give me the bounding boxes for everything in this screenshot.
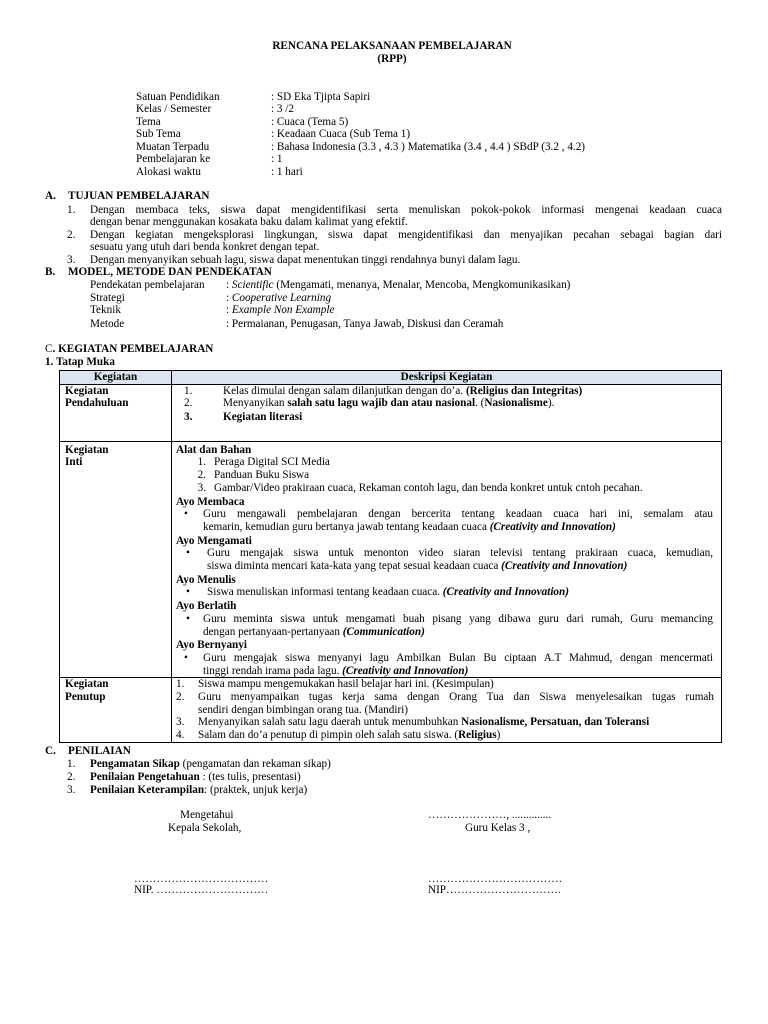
table-row (60, 441, 722, 678)
method-label: Metode (90, 318, 125, 330)
method-italic: Scientific (231, 279, 274, 291)
identity-label: Kelas / Semester (136, 103, 212, 115)
list-item: 2. Menyanyikan salah satu lagu wajib dan atau nasional. (Nasionalisme). (184, 397, 555, 410)
colon: : (226, 279, 230, 291)
list-item-number: 1. (67, 758, 76, 770)
list-item-number: 2. (67, 229, 76, 241)
list-item-cont: sesuatu yang utuh dari benda konkret dengan tepat. (90, 241, 320, 253)
signature-left-dots: ……………………………… (134, 873, 269, 885)
list-item: 1. Kelas dimulai dengan salam dilanjutkan dengan do’a. (Religius dan Integritas) (184, 384, 583, 397)
identity-label: Muatan Terpadu (136, 141, 210, 153)
list-item: Penilaian Pengetahuan : (tes tulis, presentasi) (90, 771, 301, 783)
identity-value: : Bahasa Indonesia (3.3 , 4.3 ) Matematika (3.4 , 4.4 ) SBdP (3.2 , 4.2) (271, 141, 586, 153)
bullet-item: • Siswa menuliskan informasi tentang keadaan cuaca. (Creativity and Innovation) (186, 586, 569, 599)
section-penilaian-heading: PENILAIAN (68, 745, 131, 757)
identity-value: : 1 (271, 153, 283, 165)
list-item-number: 3. (67, 254, 76, 266)
bullet: • (184, 508, 188, 521)
bullet-item-cont: kemarin, kemudian guru bertanya jawab tentang keadaan cuaca (Creativity and Innovation) (203, 520, 616, 533)
identity-label: Sub Tema (136, 128, 181, 140)
list-item: Pengamatan Sikap (pengamatan dan rekaman sikap) (90, 758, 331, 770)
block-heading: Ayo Bernyanyi (176, 639, 247, 652)
signature-left-line2: Kepala Sekolah, (168, 822, 242, 834)
list-item: 4. Salam dan do’a penutup di pimpin oleh salah satu siswa. (Religius) (176, 729, 501, 742)
block-heading: Ayo Mengamati (176, 534, 252, 547)
table-header-row (60, 371, 722, 385)
list-item-number: 1. (67, 204, 76, 216)
row-description (172, 384, 722, 441)
row-description (172, 441, 722, 678)
bullet: • (186, 547, 190, 560)
row-description (172, 678, 722, 743)
section-a-letter: A. (45, 190, 56, 202)
table-row (60, 678, 722, 743)
row-label: Kegiatan Inti (60, 441, 172, 678)
colon: : (226, 304, 230, 316)
method-rest: Permaianan, Penugasan, Tanya Jawab, Diskusi dan Ceramah (231, 318, 504, 330)
signature-right-nip: NIP…………………………. (428, 884, 561, 896)
bullet-item-cont: siswa diminta mencari kata-kata yang tepat sesuai keadaan cuaca (Creativity and Innovation) (207, 560, 628, 573)
method-rest: (Mengamati, menanya, Menalar, Mencoba, Mengkomunikasikan) (273, 279, 571, 291)
identity-label: Alokasi waktu (136, 166, 201, 178)
colon: : (226, 318, 230, 330)
list-item-cont: dengan benar menggunakan kosakata baku dalam kalimat yang efektif. (90, 216, 408, 228)
bullet: • (186, 612, 190, 625)
list-item: 3. Kegiatan literasi (184, 411, 303, 424)
list-item: Dengan menyanyikan sebuah lagu, siswa dapat menentukan tinggi rendahnya bunyi dalam lagu. (90, 254, 521, 266)
identity-value: : 1 hari (271, 166, 303, 178)
list-item: 3. Gambar/Video prakiraan cuaca, Rekaman contoh lagu, dan benda konkret untuk cntoh pecahan. (197, 481, 643, 494)
identity-value: : Keadaan Cuaca (Sub Tema 1) (271, 128, 411, 140)
block-heading: Ayo Berlatih (176, 600, 237, 613)
list-item: 2. Panduan Buku Siswa (197, 469, 310, 482)
section-c-heading (45, 343, 213, 356)
block-heading: Ayo Menulis (176, 573, 236, 586)
table-header-kegiatan: Kegiatan (60, 371, 172, 385)
block-heading: Ayo Membaca (176, 495, 245, 508)
list-item: 2. Guru menyampaikan tugas kerja sama dengan Orang Tua dan Siswa menyelesaikan tugas rumah (176, 691, 714, 704)
section-c-letter: C (45, 343, 53, 355)
method-italic: Example Non Example (231, 304, 335, 316)
page-title: RENCANA PELAKSANAAN PEMBELAJARAN (272, 40, 512, 52)
section-penilaian-letter: C. (45, 745, 56, 757)
method-value (226, 304, 334, 317)
method-italic: Cooperative Learning (231, 292, 332, 304)
activity-table (59, 370, 722, 743)
list-item: Penilaian Keterampilan: (praktek, unjuk kerja) (90, 784, 308, 796)
signature-left-nip: NIP. ………………………… (134, 884, 269, 896)
page-subtitle: (RPP) (377, 53, 407, 65)
method-label: Teknik (90, 304, 121, 316)
identity-label: Satuan Pendidikan (136, 91, 220, 103)
list-item-cont: sendiri dengan bimbingan orang tua. (Mandiri) (198, 703, 409, 716)
identity-value: : 3 /2 (271, 103, 294, 115)
identity-value: : Cuaca (Tema 5) (271, 116, 349, 128)
signature-left-line1: Mengetahui (180, 809, 234, 821)
bullet-item: • Guru mengawali pembelajaran dengan bercerita tentang keadaan cuaca hari ini, semalam atau (184, 508, 713, 521)
bullet-item: • Guru mengajak siswa untuk menonton video siaran televisi tentang prakiraan cuaca, kemudian, (186, 547, 713, 560)
bullet-item-cont: dengan pertanyaan-pertanyaan (Communication) (203, 625, 425, 638)
list-item: Dengan membaca teks, siswa dapat mengidentifikasi serta menuliskan pokok-pokok informasi mengenai keadaan cuaca (90, 204, 722, 216)
identity-label: Pembelajaran ke (136, 153, 211, 165)
section-b-letter: B. (45, 266, 56, 278)
identity-value: : SD Eka Tjipta Sapiri (271, 91, 371, 103)
section-a-heading: TUJUAN PEMBELAJARAN (68, 190, 210, 202)
bullet-item: • Guru meminta siswa untuk mengamati buah pisang yang dibawa guru dari rumah, Guru memancing (186, 612, 713, 625)
method-value (226, 318, 503, 331)
colon: : (226, 292, 230, 304)
identity-label: Tema (136, 116, 161, 128)
bullet: • (184, 651, 188, 664)
list-item-number: 3. (67, 784, 76, 796)
section-b-heading: MODEL, METODE DAN PENDEKATAN (68, 266, 272, 278)
method-label: Strategi (90, 292, 125, 304)
table-header-deskripsi: Deskripsi Kegiatan (172, 371, 722, 385)
list-item: 3. Menyanyikan salah satu lagu daerah untuk menumbuhkan Nasionalisme, Persatuan, dan Toleransi (176, 716, 650, 729)
bullet-item-cont: tinggi rendah irama pada lagu. (Creativity and Innovation) (203, 664, 469, 677)
bullet: • (186, 586, 190, 599)
signature-right-dots: ……………………………… (428, 873, 563, 885)
signature-right-line1: …………………, .............. (428, 809, 552, 821)
section-c-title: . KEGIATAN PEMBELAJARAN (52, 343, 214, 355)
signature-right-line2: Guru Kelas 3 , (465, 822, 531, 834)
list-item-number: 2. (67, 771, 76, 783)
method-value (226, 279, 570, 292)
method-label: Pendekatan pembelajaran (90, 279, 205, 291)
row-label: Kegiatan Penutup (60, 678, 172, 743)
alat-heading: Alat dan Bahan (176, 443, 252, 456)
table-row (60, 384, 722, 441)
list-item: 1. Peraga Digital SCI Media (197, 456, 330, 469)
list-item: Dengan kegiatan mengeksplorasi lingkungan, siswa dapat mengidentifikasi dan menyajikan pecahan sebagai bagian dari (90, 229, 722, 241)
bullet-item: • Guru mengajak siswa menyanyi lagu Ambilkan Bulan Bu ciptaan A.T Mahmud, dengan mencermati (184, 651, 713, 664)
list-item: 1. Siswa mampu mengemukakan hasil belajar hari ini. (Kesimpulan) (176, 678, 494, 691)
section-c-sub: 1. Tatap Muka (45, 356, 115, 368)
row-label: Kegiatan Pendahuluan (60, 384, 172, 441)
